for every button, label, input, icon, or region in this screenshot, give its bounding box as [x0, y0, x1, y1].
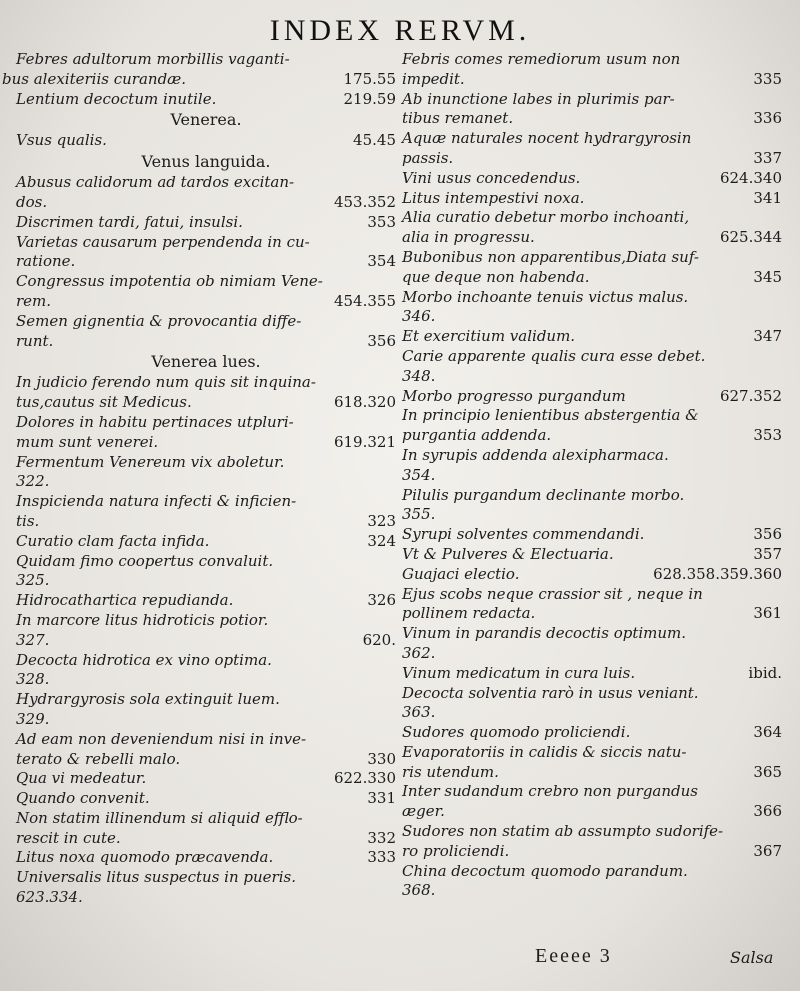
entry-continuation: 623.334. — [16, 888, 83, 907]
entry-continuation — [402, 228, 782, 248]
entry-text: Pilulis purgandum declinante morbo. — [402, 485, 685, 504]
entry-text: Vini usus concedendus. — [402, 168, 581, 187]
index-entry — [16, 173, 396, 213]
entry-continuation-text: rem. — [16, 291, 52, 310]
entry-continuation: 346. — [402, 307, 436, 326]
entry-text: Vt & Pulveres & Electuaria. — [402, 544, 614, 563]
index-entry — [402, 545, 782, 565]
index-entry — [402, 50, 782, 90]
entry-text: Litus intempestivi noxa. — [402, 188, 585, 207]
index-entry — [402, 585, 782, 625]
entry-text: China decoctum quomodo parandum. — [402, 861, 688, 880]
entry-text: Qua vi medeatur. — [16, 769, 147, 788]
index-entry — [16, 213, 396, 233]
entry-text: Universalis litus suspectus in pueris. — [16, 868, 296, 887]
entry-continuation — [16, 512, 396, 532]
entry-text: Sudores quomodo proliciendi. — [402, 723, 631, 742]
entry-continuation-text: pollinem redacta. — [402, 604, 536, 623]
entry-continuation-text: rescit in cute. — [16, 828, 121, 847]
index-entry — [402, 624, 782, 664]
index-entry — [16, 591, 396, 611]
entry-continuation-text: bus alexiteriis curandæ. — [2, 69, 187, 88]
page-reference: 331 — [367, 789, 396, 808]
page-reference: 347 — [753, 327, 782, 346]
index-entry — [402, 90, 782, 130]
page-reference: 341 — [753, 188, 782, 207]
index-entry — [16, 131, 396, 151]
entry-text: Syrupi solventes commendandi. — [402, 525, 645, 544]
entry-continuation — [402, 268, 782, 288]
entry-continuation-text: ris utendum. — [402, 762, 499, 781]
entry-text: Sudores non statim ab assumpto sudorife- — [402, 822, 724, 841]
entry-continuation-text: que deque non habenda. — [402, 267, 590, 286]
entry-continuation — [2, 70, 396, 90]
entry-continuation: 348. — [402, 366, 436, 385]
index-entry — [402, 406, 782, 446]
entry-continuation: 362. — [402, 643, 436, 662]
entry-text: Non statim illinendum si aliquid efflo- — [16, 808, 303, 827]
entry-continuation — [402, 802, 782, 822]
entry-text: Inspicienda natura infecti & inficien- — [16, 492, 297, 511]
page-reference: 619.321 — [333, 432, 396, 451]
entry-continuation — [16, 631, 396, 651]
page-reference: 618.320 — [333, 393, 396, 412]
entry-text: Lentium decoctum inutile. — [16, 89, 217, 108]
index-entry — [16, 373, 396, 413]
entry-continuation — [402, 842, 782, 862]
index-entry — [402, 327, 782, 347]
index-entry — [402, 822, 782, 862]
page-reference: 337 — [753, 148, 782, 167]
entry-continuation — [16, 829, 396, 849]
entry-continuation — [402, 70, 782, 90]
entry-text: Febris comes remediorum usum non — [402, 50, 681, 68]
index-entry — [402, 486, 782, 526]
entry-continuation-text: 327. — [16, 630, 50, 649]
entry-continuation — [402, 604, 782, 624]
entry-continuation-text: runt. — [16, 331, 54, 350]
index-entry — [16, 789, 396, 809]
index-entry — [402, 446, 782, 486]
entry-continuation-text: ro proliciendi. — [402, 841, 510, 860]
page-reference: 323 — [367, 511, 396, 530]
index-entry — [16, 552, 396, 592]
index-entry — [16, 848, 396, 868]
index-entry — [402, 743, 782, 783]
entry-text: Hidrocathartica repudianda. — [16, 591, 234, 610]
entry-text: Quando convenit. — [16, 789, 150, 808]
entry-text: Ab inunctione labes in plurimis par- — [402, 89, 675, 108]
index-entry — [402, 862, 782, 902]
index-entry — [402, 169, 782, 189]
entry-text: Carie apparente qualis cura esse debet. — [402, 346, 706, 365]
page-reference: 45.45 — [353, 131, 396, 150]
entry-continuation — [402, 149, 782, 169]
page-reference: 367 — [753, 841, 782, 860]
page-reference: 353 — [367, 212, 396, 231]
entry-continuation — [16, 193, 396, 213]
page-reference: 219.59 — [343, 89, 396, 108]
index-entry — [16, 272, 396, 312]
entry-continuation-text: purgantia addenda. — [402, 426, 552, 445]
index-column-left — [2, 50, 396, 908]
entry-text: In principio lenientibus abstergentia & — [402, 406, 699, 425]
page-reference: 365 — [753, 762, 782, 781]
index-entry — [402, 208, 782, 248]
entry-continuation: 325. — [16, 571, 50, 590]
index-entry — [16, 90, 396, 110]
section-heading: Venerea. — [170, 110, 242, 130]
entry-text: Evaporatoriis in calidis & siccis natu- — [402, 742, 687, 761]
index-entry — [16, 868, 396, 908]
page-reference: 453.352 — [333, 192, 396, 211]
catchword: Salsa — [730, 948, 774, 967]
page-reference: 330 — [367, 749, 396, 768]
signature-mark: Eeeee 3 — [535, 945, 612, 967]
entry-text: Varietas causarum perpendenda in cu- — [16, 232, 310, 251]
entry-continuation: 354. — [402, 465, 436, 484]
index-entry — [16, 413, 396, 453]
entry-continuation — [16, 750, 396, 770]
entry-text: Decocta hidrotica ex vino optima. — [16, 650, 272, 669]
entry-text: Curatio clam facta infida. — [16, 531, 210, 550]
section-heading: Venerea lues. — [151, 352, 261, 372]
page-reference: 336 — [753, 109, 782, 128]
page-reference: 622.330 — [333, 769, 396, 788]
page-reference: 366 — [753, 802, 782, 821]
index-entry — [16, 453, 396, 493]
entry-continuation: 328. — [16, 670, 50, 689]
page-reference: 357 — [753, 544, 782, 563]
entry-continuation: 368. — [402, 881, 436, 900]
entry-continuation: 363. — [402, 703, 436, 722]
index-column-right — [402, 50, 782, 901]
index-entry — [402, 684, 782, 724]
page-reference: 627.352 — [719, 386, 782, 405]
entry-continuation-text: ratione. — [16, 252, 76, 271]
entry-text: Abusus calidorum ad tardos excitan- — [16, 173, 295, 192]
page-title: INDEX RERVM. — [269, 14, 531, 47]
entry-continuation-text: impedit. — [402, 69, 465, 88]
entry-text: Vsus qualis. — [16, 131, 107, 150]
page-reference: 353 — [753, 426, 782, 445]
index-entry — [16, 233, 396, 273]
entry-text: In syrupis addenda alexipharmaca. — [402, 445, 669, 464]
entry-text: Et exercitium validum. — [402, 327, 576, 346]
page-reference: 332 — [367, 828, 396, 847]
entry-text: Ejus scobs neque crassior sit , neque in — [402, 584, 703, 603]
entry-text: Litus noxa quomodo præcavenda. — [16, 848, 274, 867]
entry-continuation — [16, 332, 396, 352]
index-entry — [402, 565, 782, 585]
entry-continuation-text: mum sunt venerei. — [16, 432, 159, 451]
entry-text: Semen gignentia & provocantia diffe- — [16, 311, 302, 330]
entry-continuation-text: tibus remanet. — [402, 109, 514, 128]
page-reference: 324 — [367, 531, 396, 550]
entry-text: Dolores in habitu pertinaces utpluri- — [16, 412, 294, 431]
page-reference: 354 — [367, 252, 396, 271]
entry-text: Alia curatio debetur morbo inchoanti, — [402, 208, 690, 227]
index-entry — [16, 809, 396, 849]
index-entry — [402, 347, 782, 387]
entry-continuation-text: tus,cautus sit Medicus. — [16, 393, 192, 412]
entry-continuation-text: tis. — [16, 511, 40, 530]
index-entry — [402, 723, 782, 743]
index-entry — [2, 50, 396, 90]
entry-continuation — [16, 393, 396, 413]
page-reference: 175.55 — [343, 69, 396, 88]
entry-text: Morbo progresso purgandum — [402, 386, 626, 405]
page-reference: 335 — [753, 69, 782, 88]
entry-text: Inter sudandum crebro non purgandus — [402, 782, 698, 801]
index-entry — [402, 782, 782, 822]
page-reference: 624.340 — [719, 168, 782, 187]
page-reference: 625.344 — [719, 228, 782, 247]
index-entry — [402, 664, 782, 684]
section-heading: Venus languida. — [141, 152, 271, 172]
page-reference: ibid. — [748, 663, 782, 682]
entry-text: Hydrargyrosis sola extinguit luem. — [16, 690, 280, 709]
index-entry — [16, 492, 396, 532]
index-entry — [16, 611, 396, 651]
entry-text: In marcore litus hidroticis potior. — [16, 610, 269, 629]
index-entry — [16, 312, 396, 352]
page-reference: 361 — [753, 604, 782, 623]
entry-continuation: 355. — [402, 505, 436, 524]
entry-text: Guajaci electio. — [402, 564, 520, 583]
entry-continuation — [402, 109, 782, 129]
index-entry — [402, 288, 782, 328]
entry-continuation: 329. — [16, 709, 50, 728]
index-entry — [402, 387, 782, 407]
entry-continuation-text: passis. — [402, 148, 454, 167]
entry-text: Febres adultorum morbillis vaganti- — [16, 50, 290, 68]
entry-text: Vinum medicatum in cura luis. — [402, 663, 636, 682]
index-entry — [16, 651, 396, 691]
entry-text: Congressus impotentia ob nimiam Vene- — [16, 272, 323, 291]
entry-continuation-text: dos. — [16, 192, 48, 211]
entry-text: Aquæ naturales nocent hydrargyrosin — [402, 129, 692, 148]
index-entry — [402, 525, 782, 545]
entry-text: Ad eam non deveniendum nisi in inve- — [16, 729, 307, 748]
entry-continuation-text: alia in progressu. — [402, 228, 535, 247]
entry-text: Decocta solventia rarò in usus veniant. — [402, 683, 699, 702]
entry-continuation — [402, 426, 782, 446]
entry-continuation — [16, 252, 396, 272]
entry-continuation — [16, 292, 396, 312]
index-entry — [16, 532, 396, 552]
index-entry — [402, 248, 782, 288]
page-reference: 345 — [753, 267, 782, 286]
entry-text: Discrimen tardi, fatui, insulsi. — [16, 212, 243, 231]
page-reference: 628.358.359.360 — [653, 564, 782, 583]
entry-text: Bubonibus non apparentibus,Diata suf- — [402, 247, 699, 266]
page-reference: 454.355 — [333, 291, 396, 310]
entry-continuation: 322. — [16, 472, 50, 491]
entry-continuation-text: terato & rebelli malo. — [16, 749, 181, 768]
index-entry — [402, 129, 782, 169]
entry-text: Fermentum Venereum vix aboletur. — [16, 452, 285, 471]
entry-text: Vinum in parandis decoctis optimum. — [402, 624, 687, 643]
entry-text: Quidam fimo coopertus convaluit. — [16, 551, 274, 570]
index-entry — [16, 730, 396, 770]
index-entry — [16, 769, 396, 789]
page-reference: 356 — [753, 525, 782, 544]
entry-text: Morbo inchoante tenuis victus malus. — [402, 287, 689, 306]
entry-text: In judicio ferendo num quis sit inquina- — [16, 373, 316, 392]
page-reference: 326 — [367, 591, 396, 610]
page-reference: 364 — [753, 723, 782, 742]
page-reference: 620. — [362, 630, 396, 649]
index-entry — [16, 690, 396, 730]
entry-continuation — [16, 433, 396, 453]
entry-continuation-text: æger. — [402, 802, 445, 821]
page-reference: 333 — [367, 848, 396, 867]
page-reference: 356 — [367, 331, 396, 350]
index-entry — [402, 189, 782, 209]
entry-continuation — [402, 763, 782, 783]
